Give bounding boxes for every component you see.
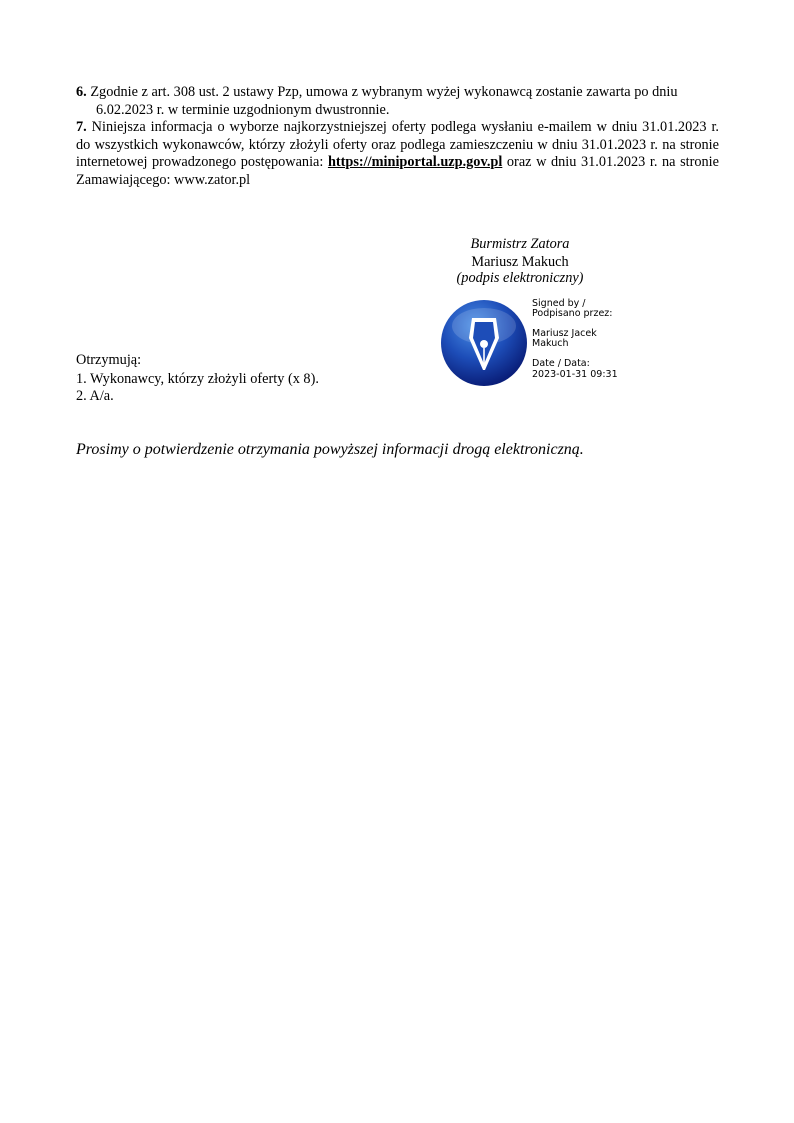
paragraph-6	[76, 84, 719, 119]
signatory-role: Burmistrz Zatora	[470, 236, 570, 252]
signer-name-line1: Mariusz Jacek	[532, 328, 597, 339]
signed-by-label: Signed by /	[532, 298, 586, 309]
paragraph-6-line1: Zgodnie z art. 308 ust. 2 ustawy Pzp, umowa z wybranym wyżej wykonawcą zostanie zawarta po dniu	[90, 84, 678, 100]
signature-note: (podpis elektroniczny)	[456, 270, 584, 286]
paragraph-6-line2: 6.02.2023 r. w terminie uzgodnionym dwustronnie.	[96, 101, 390, 118]
fountain-pen-nib-icon	[439, 298, 529, 388]
paragraph-7-text: Niniejsza informacja o wyborze najkorzystniejszej oferty podlega wysłaniu e-mailem w dniu 31.01.2023 r. do wszystkich wykonawców, którzy złożyli oferty oraz podlega zamieszczeniu w dniu 31.01.2023 r. na stronie internetowej prowadzonego postępowania:	[76, 119, 719, 170]
signature-date: 2023-01-31 09:31	[532, 369, 618, 380]
recipients-heading: Otrzymują:	[76, 352, 142, 368]
paragraph-7	[76, 119, 719, 189]
recipient-item: 2. A/a.	[76, 388, 114, 404]
paragraph-7-text-after: oraz w dniu 31.01.2023 r. na stronie Zamawiającego: www.zator.pl	[76, 154, 719, 188]
signer-name-line2: Makuch	[532, 338, 569, 349]
paragraph-6-number: 6.	[76, 84, 87, 100]
portal-link[interactable]: https://miniportal.uzp.gov.pl	[327, 154, 503, 170]
recipient-item: 1. Wykonawcy, którzy złożyli oferty (x 8).	[76, 371, 319, 387]
signed-by-label-pl: Podpisano przez:	[532, 308, 613, 319]
signature-date-label: Date / Data:	[532, 358, 590, 369]
closing-request: Prosimy o potwierdzenie otrzymania powyższej informacji drogą elektroniczną.	[76, 441, 584, 458]
signatory-name: Mariusz Makuch	[471, 254, 569, 270]
paragraph-7-number: 7.	[76, 119, 87, 135]
